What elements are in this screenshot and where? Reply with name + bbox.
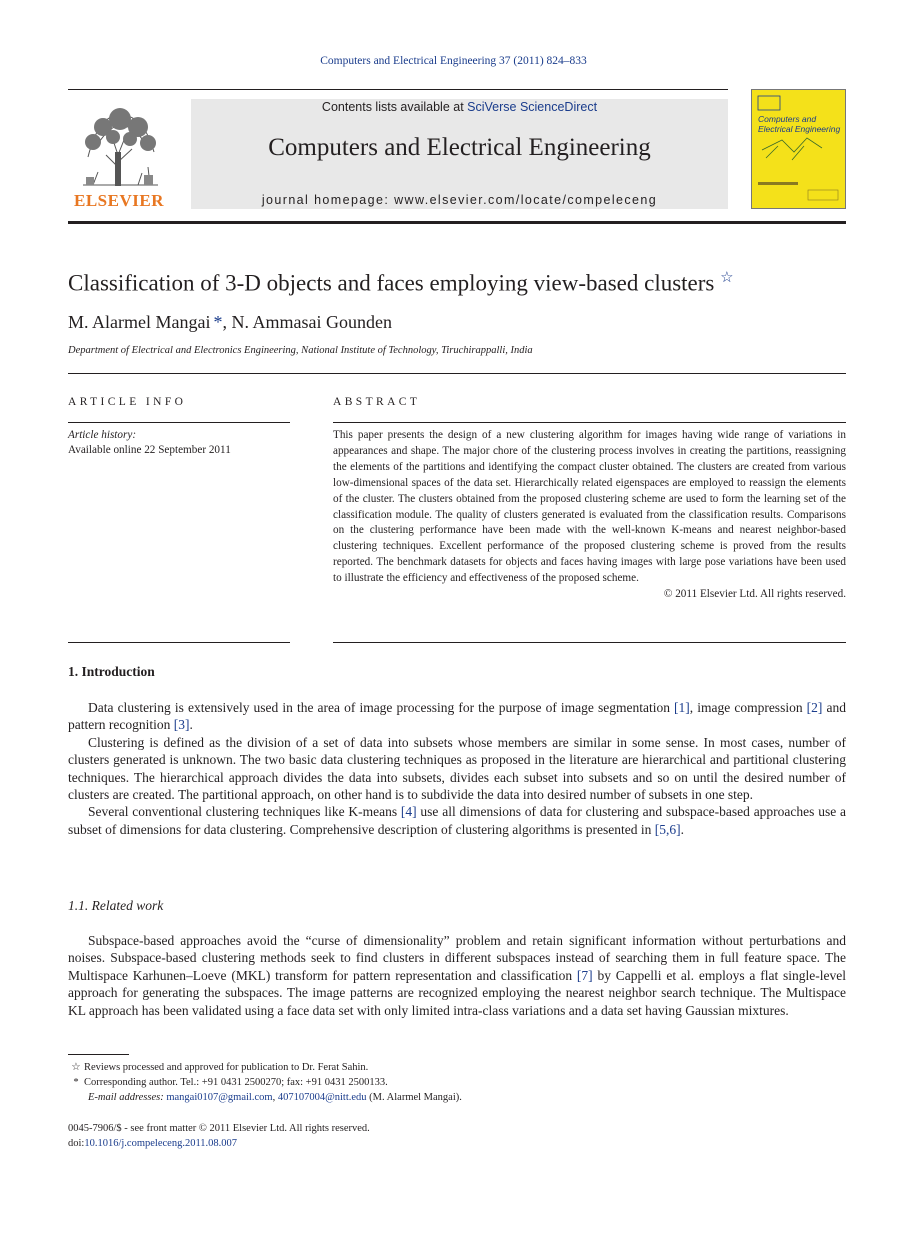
title-block-rule (68, 373, 846, 374)
author-1: M. Alarmel Mangai (68, 312, 211, 332)
journal-citation: Computers and Electrical Engineering 37 (2011) 824–833 (320, 55, 587, 67)
email-link-2[interactable]: 407107004@nitt.edu (277, 1092, 367, 1103)
author-list (68, 312, 392, 333)
doi-label: doi: (68, 1138, 85, 1149)
intro-body (68, 699, 846, 838)
homepage-url-link[interactable]: www.elsevier.com/locate/compeleceng (394, 193, 658, 207)
article-history-label: Article history: (68, 429, 137, 441)
intro-heading: 1. Introduction (68, 664, 155, 679)
intro-p3-text-a: Several conventional clustering techniques like K-means (88, 804, 401, 820)
article-history-value: Available online 22 September 2011 (68, 444, 231, 456)
email-separator: , (272, 1092, 278, 1103)
related-work-body (68, 932, 846, 1019)
ref-link-4[interactable]: [4] (400, 804, 417, 820)
article-title (68, 268, 734, 297)
cover-graphic-icon (752, 90, 845, 208)
homepage-prefix: journal homepage: (261, 193, 395, 207)
author-2: N. Ammasai Gounden (231, 312, 392, 332)
intro-p3-text-c: . (680, 821, 685, 837)
related-p1-text-a: Subspace-based approaches avoid the “curse of dimensionality” problem and retain significant information without perturbations and noises. Subspace-based clustering methods seek to find clusters in different subspaces instead of searching them in full feature space. The Multispace Karhunen–Loeve (MKL) transform for pattern representation and classification (68, 933, 846, 983)
article-title-text: Classification of 3-D objects and faces employing view-based clusters (68, 270, 715, 296)
footnote-corresponding (68, 1075, 846, 1090)
intro-p3-text-b: use all dimensions of data for clustering and subspace-based approaches use a subset of dimensions for data clustering. Comprehensive description of clustering algorithms is presented in (68, 804, 846, 837)
intro-p1-text-d: . (189, 717, 193, 733)
intro-paragraph-2: Clustering is defined as the division of a set of data into subsets whose members are similar in some sense. In most cases, number of clusters generated is unknown. The two basic data clustering techniques as proposed in the literature are hierarchical and partitional clustering techniques. The hierarchical approach divides the data into subsets, divides each subset into subsets and so on until the desired number of clusters are created. The partitional approach, on other hand is to subdivide the data into desired number of subsets in one step. (68, 734, 846, 803)
email-label: E-mail addresses: (88, 1092, 164, 1103)
intro-paragraph-3 (68, 803, 846, 838)
footnote-emails (68, 1090, 846, 1105)
intro-p1-text-a: Data clustering is extensively used in the area of image processing for the purpose of image segmentation (88, 700, 675, 715)
article-info-rule (68, 422, 290, 423)
contents-line (191, 100, 728, 114)
cover-title: Computers and Electrical Engineering (758, 114, 841, 134)
doi-line (68, 1136, 370, 1151)
journal-cover-thumbnail[interactable] (751, 89, 846, 209)
abstract-bottom-rule (333, 642, 846, 643)
abstract-rule (333, 422, 846, 423)
title-footnote-mark[interactable]: ☆ (720, 270, 734, 286)
issn-line: 0045-7906/$ - see front matter © 2011 Elsevier Ltd. All rights reserved. (68, 1123, 370, 1134)
affiliation: Department of Electrical and Electronics Engineering, National Institute of Technology, Tiruchirappalli, India (68, 345, 533, 356)
email-suffix: (M. Alarmel Mangai). (366, 1092, 462, 1103)
doi-link[interactable]: 10.1016/j.compeleceng.2011.08.007 (84, 1138, 238, 1149)
article-info-bottom-rule (68, 642, 290, 643)
corresponding-author-mark[interactable]: * (213, 312, 223, 332)
abstract-body (333, 428, 846, 603)
footnote-corr-text: Corresponding author. Tel.: +91 0431 2500270; fax: +91 0431 2500133. (84, 1077, 388, 1088)
journal-title: Computers and Electrical Engineering (268, 134, 651, 161)
ref-link-5-6[interactable]: [5,6] (654, 821, 681, 837)
email-link-1[interactable]: mangai0107@gmail.com (166, 1092, 273, 1103)
contents-prefix: Contents lists available at (321, 100, 468, 114)
footnotes (68, 1060, 846, 1105)
footnote-corr-mark: * (73, 1077, 79, 1088)
abstract-text: This paper presents the design of a new clustering algorithm for images having wide range of variations in appearances and shape. The major chore of the clustering process involves in creating the partitions, reassigning the elements of the partitions and identifying the compact cluster obtained. The clusters are created from various low-dimensional spaces of the data set. Hierarchically related eigenspaces are employed to reassign the elements of the cluster. The clusters obtained from the proposed clustering scheme are used to form the learning set of the classification module. The quality of clusters generated is evaluated from the classification results. Comparisons on the clustering performance have been made with the well-known K-means and nearest neighbor-based clustering techniques. Excellent performance of the proposed clustering scheme is proved from the results reported. The benchmark datasets for objects and faces having images with large pose variations have been used to illustrate the efficiency and effectiveness of the proposed scheme. (333, 429, 846, 585)
masthead-bottom-rule (68, 221, 846, 224)
article-info-heading: ARTICLE INFO (68, 396, 187, 408)
publisher-logo-text: ELSEVIER (74, 191, 164, 210)
ref-link-1[interactable]: [1] (674, 700, 690, 715)
homepage-line (191, 193, 728, 207)
related-work-heading: 1.1. Related work (68, 898, 164, 913)
related-paragraph-1 (68, 932, 846, 1019)
related-p1-text-b: by Cappelli et al. employs a flat single-level approach for generating the subspaces. The image patterns are recognized employing the nearest neighbor search technique. The Multispace KL approach has been validated using a face data set with only limited intra-class variations and a data set having Gaussian mixtures. (68, 967, 847, 1018)
footnote-star-text: Reviews processed and approved for publication to Dr. Ferat Sahin. (84, 1062, 369, 1073)
intro-p1-text-c: and pattern recognition (68, 700, 846, 733)
footnote-rule (68, 1054, 129, 1055)
ref-link-3[interactable]: [3] (173, 717, 190, 733)
footnote-star (68, 1060, 846, 1075)
ref-link-2[interactable]: [2] (806, 700, 823, 715)
masthead-top-rule (68, 89, 728, 90)
abstract-heading: ABSTRACT (333, 396, 421, 408)
author-separator: , (222, 312, 232, 332)
abstract-copyright: © 2011 Elsevier Ltd. All rights reserved. (663, 588, 846, 601)
bottom-info (68, 1121, 370, 1151)
sciencedirect-link[interactable]: SciVerse ScienceDirect (467, 100, 598, 114)
footnote-star-mark: ☆ (71, 1062, 81, 1073)
intro-p1-text-b: , image compression (689, 700, 807, 715)
ref-link-7[interactable]: [7] (576, 967, 593, 983)
intro-paragraph-1 (68, 699, 846, 734)
